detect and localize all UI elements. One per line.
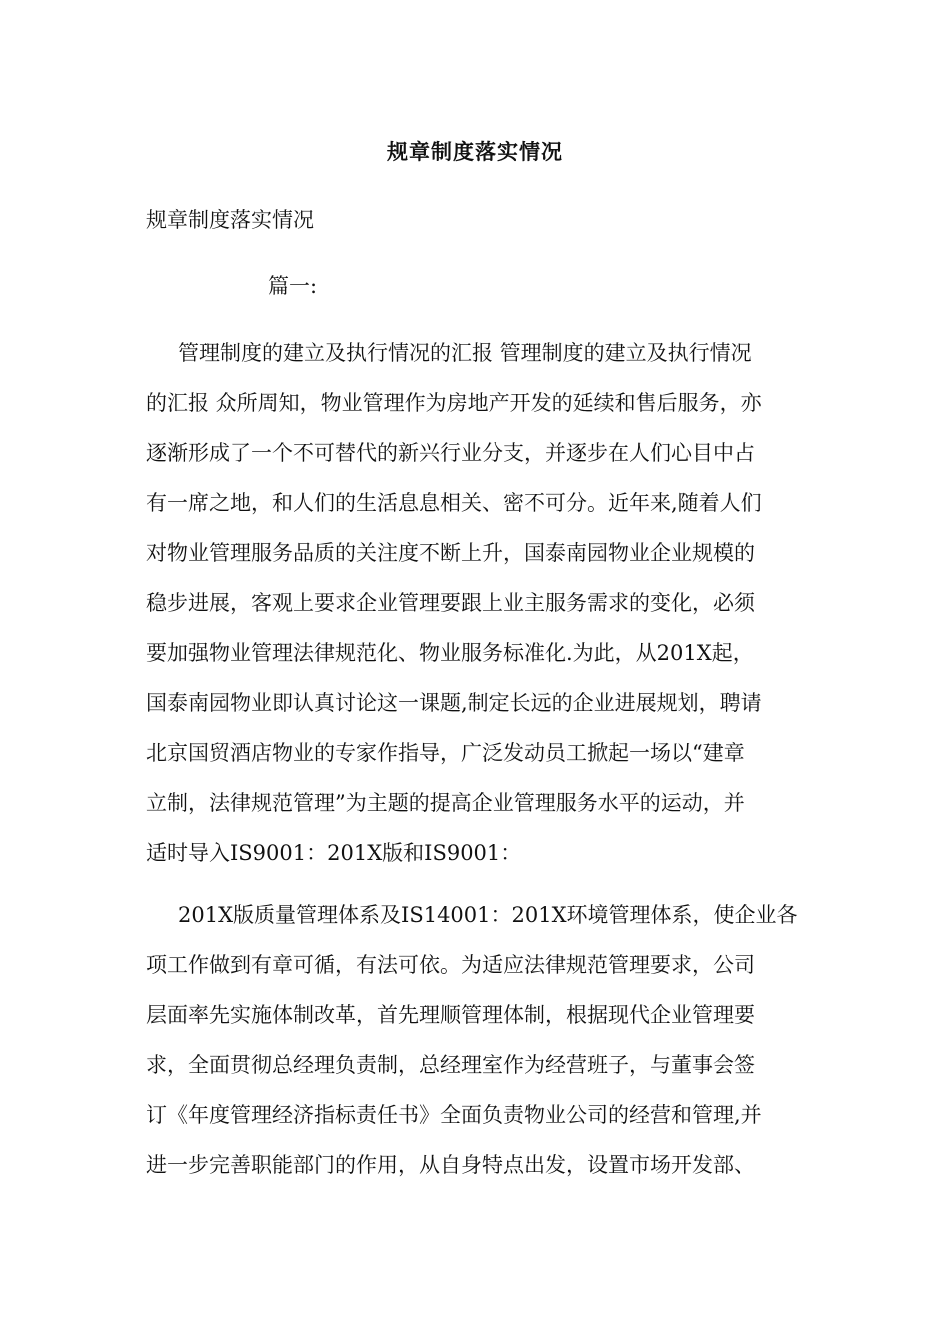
paragraph-line: 要加强物业管理法律规范化、物业服务标准化.为此，从201X起， (146, 641, 754, 665)
paragraph-line: 稳步进展，客观上要求企业管理要跟上业主服务需求的变化，必须 (146, 591, 755, 615)
page-title: 规章制度落实情况 (387, 139, 563, 164)
paragraph-line: 适时导入IS9001：201X版和IS9001： (146, 841, 522, 865)
paragraph-line: 立制，法律规范管理”为主题的提高企业管理服务水平的运动，并 (146, 791, 745, 815)
paragraph-line: 进一步完善职能部门的作用，从自身特点出发，设置市场开发部、 (146, 1153, 755, 1177)
paragraph-line: 逐渐形成了一个不可替代的新兴行业分支，并逐步在人们心目中占 (146, 441, 755, 465)
document-subtitle: 规章制度落实情况 (146, 208, 314, 232)
paragraph-line: 北京国贸酒店物业的专家作指导，广泛发动员工掀起一场以“建章 (146, 741, 745, 765)
body-paragraph-1 (146, 328, 810, 878)
paragraph-line: 201X版质量管理体系及IS14001：201X环境管理体系，使企业各 (178, 903, 798, 927)
paragraph-line: 管理制度的建立及执行情况的汇报 管理制度的建立及执行情况 (178, 341, 752, 365)
paragraph-line: 国泰南园物业即认真讨论这一课题,制定长远的企业进展规划，聘请 (146, 691, 762, 715)
paragraph-line: 订《年度管理经济指标责任书》全面负责物业公司的经营和管理,并 (146, 1103, 762, 1127)
paragraph-line: 项工作做到有章可循，有法可依。为适应法律规范管理要求，公司 (146, 953, 755, 977)
paragraph-line: 的汇报 众所周知，物业管理作为房地产开发的延续和售后服务，亦 (146, 391, 762, 415)
body-paragraph-2 (146, 890, 810, 1190)
paragraph-line: 求，全面贯彻总经理负责制，总经理室作为经营班子，与董事会签 (146, 1053, 755, 1077)
paragraph-line: 层面率先实施体制改革，首先理顺管理体制，根据现代企业管理要 (146, 1003, 755, 1027)
section-label: 篇一: (268, 274, 318, 298)
paragraph-line: 有一席之地，和人们的生活息息相关、密不可分。近年来,随着人们 (146, 491, 762, 515)
paragraph-line: 对物业管理服务品质的关注度不断上升，国泰南园物业企业规模的 (146, 541, 755, 565)
